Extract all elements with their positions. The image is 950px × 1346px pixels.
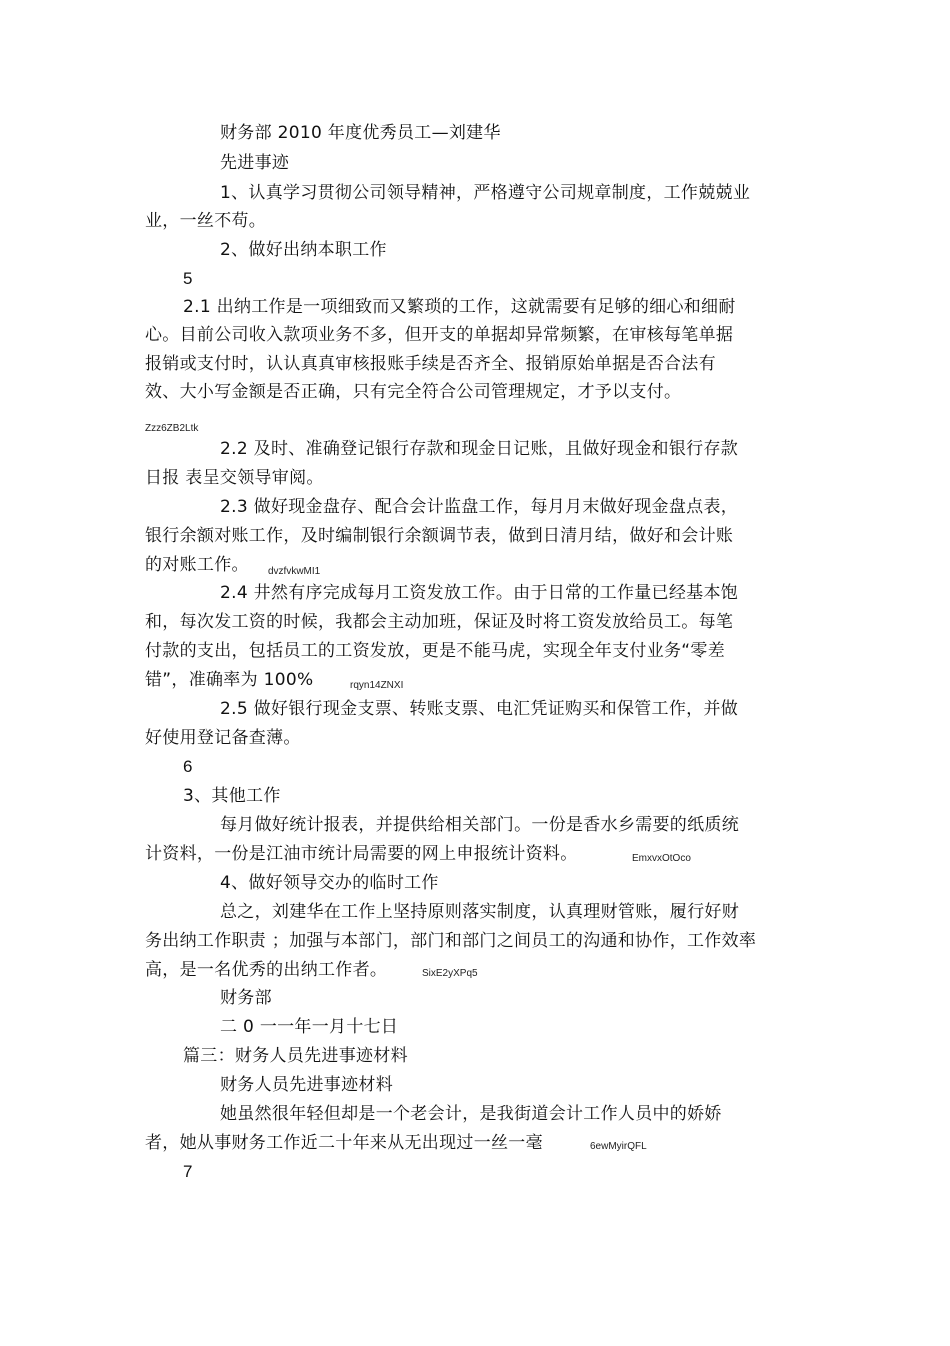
page-number: 7	[183, 1162, 193, 1181]
summary-line1: 总之，刘建华在工作上坚持原则落实制度，认真理财管账，履行好财	[220, 902, 739, 922]
para-2-1-line2: 心。目前公司收入款项业务不多，但开支的单据却异常频繁，在审核每笔单据	[145, 325, 734, 345]
summary-line3: 高，是一名优秀的出纳工作者。	[145, 960, 388, 980]
signature-date: 二 0 一一年一月十七日	[220, 1017, 399, 1037]
para-3-line2: 计资料，一份是江油市统计局需要的网上申报统计资料。	[145, 844, 578, 864]
para-2-4-line1: 2.4 井然有序完成每月工资发放工作。由于日常的工作量已经基本饱	[220, 583, 739, 603]
part3-heading: 篇三：财务人员先进事迹材料	[183, 1046, 408, 1066]
para-2-4-line4: 错”，准确率为 100%	[145, 670, 314, 690]
code-mark: dvzfvkwMI1	[268, 566, 321, 577]
para-2-3-line2: 银行余额对账工作，及时编制银行余额调节表，做到日清月结，做好和会计账	[145, 526, 734, 546]
item2-heading: 2、做好出纳本职工作	[220, 240, 387, 260]
code-mark: EmxvxOtOco	[632, 853, 691, 864]
last-para-line2: 者，她从事财务工作近二十年来从无出现过一丝一毫	[145, 1133, 543, 1153]
last-para-line1: 她虽然很年轻但却是一个老会计，是我街道会计工作人员中的娇娇	[220, 1104, 722, 1124]
summary-line2: 务出纳工作职责 ；加强与本部门，部门和部门之间员工的沟通和协作，工作效率	[145, 931, 757, 951]
code-mark: 6ewMyirQFL	[590, 1141, 647, 1152]
page-number: 6	[183, 757, 193, 776]
para-2-1-line1: 2.1 出纳工作是一项细致而又繁琐的工作，这就需要有足够的细心和细耐	[183, 297, 736, 317]
code-mark: SixE2yXPq5	[422, 968, 478, 979]
item1-line1: 1、认真学习贯彻公司领导精神，严格遵守公司规章制度，工作兢兢业	[220, 183, 751, 203]
para-2-2-line1: 2.2 及时、准确登记银行存款和现金日记账，且做好现金和银行存款	[220, 439, 739, 459]
para-2-5-line2: 好使用登记备查薄。	[145, 728, 301, 748]
para-2-3-line1: 2.3 做好现金盘存、配合会计监盘工作，每月月末做好现金盘点表，	[220, 497, 739, 517]
para-2-4-line3: 付款的支出，包括员工的工资发放，更是不能马虎，实现全年支付业务“零差	[145, 641, 726, 661]
para-2-1-line4: 效、大小写金额是否正确，只有完全符合公司管理规定，才予以支付。	[145, 382, 682, 402]
para-2-3-line3: 的对账工作。	[145, 555, 249, 575]
doc-title: 财务部 2010 年度优秀员工—刘建华	[220, 123, 501, 143]
item3-heading: 3、其他工作	[183, 786, 281, 806]
para-2-5-line1: 2.5 做好银行现金支票、转账支票、电汇凭证购买和保管工作，并做	[220, 699, 739, 719]
section-heading: 先进事迹	[220, 153, 290, 173]
item4-heading: 4、做好领导交办的临时工作	[220, 873, 439, 893]
code-mark: rqyn14ZNXI	[350, 680, 404, 691]
para-2-1-line3: 报销或支付时，认认真真审核报账手续是否齐全、报销原始单据是否合法有	[145, 354, 716, 374]
page-number: 5	[183, 269, 193, 288]
code-mark: Zzz6ZB2Ltk	[145, 423, 199, 434]
item1-line2: 业，一丝不苟。	[145, 211, 267, 231]
part3-title: 财务人员先进事迹材料	[220, 1075, 393, 1095]
para-3-line1: 每月做好统计报表，并提供给相关部门。一份是香水乡需要的纸质统	[220, 815, 739, 835]
signature-dept: 财务部	[220, 988, 272, 1008]
para-2-4-line2: 和，每次发工资的时候，我都会主动加班，保证及时将工资发放给员工。每笔	[145, 612, 734, 632]
para-2-2-line2: 日报 表呈交领导审阅。	[145, 468, 324, 488]
